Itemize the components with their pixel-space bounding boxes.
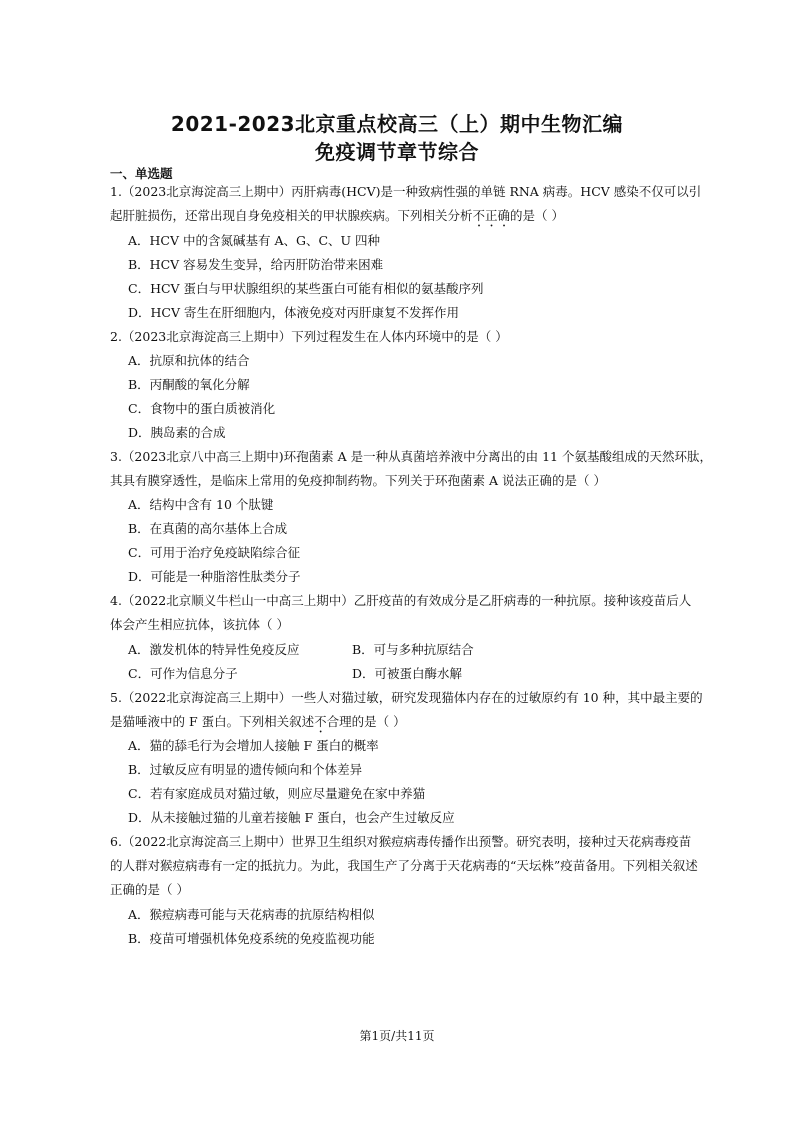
question-4-option-d: D．可被蛋白酶水解 bbox=[352, 666, 463, 681]
question-3-option-d: D．可能是一种脂溶性肽类分子 bbox=[128, 569, 301, 584]
question-1-option-d: D．HCV 寄生在肝细胞内，体液免疫对丙肝康复不发挥作用 bbox=[128, 305, 459, 320]
question-2-option-d: D．胰岛素的合成 bbox=[128, 425, 226, 440]
question-3-option-a: A．结构中含有 10 个肽键 bbox=[128, 497, 274, 512]
question-1-stem-line1: 1.（2023北京海淀高三上期中）丙肝病毒(HCV)是一种致病性强的单链 RNA 病毒。HCV 感染不仅可以引 bbox=[110, 184, 702, 199]
question-3-stem-line2: 其具有膜穿透性，是临床上常用的免疫抑制药物。下列关于环孢菌素 A 说法正确的是（ ） bbox=[110, 473, 606, 488]
question-6-stem-line2: 的人群对猴痘病毒有一定的抵抗力。为此，我国生产了分离于天花病毒的“天坛株”疫苗备用。下列相关叙述 bbox=[110, 858, 698, 873]
question-3-stem-line1: 3.（2023北京八中高三上期中)环孢菌素 A 是一种从真菌培养液中分离出的由 11 个氨基酸组成的天然环肽， bbox=[110, 449, 712, 464]
question-1-stem-line2: 起肝脏损伤，还常出现自身免疫相关的甲状腺疾病。下列相关分析不正确的是（ ） bbox=[110, 208, 565, 223]
question-4-stem-line1: 4.（2022北京顺义牛栏山一中高三上期中）乙肝疫苗的有效成分是乙肝病毒的一种抗原。接种该疫苗后人 bbox=[110, 593, 692, 608]
page-number-footer: 第1页/共11页 bbox=[359, 1029, 435, 1043]
question-2-stem: 2.（2023北京海淀高三上期中）下列过程发生在人体内环境中的是（ ） bbox=[110, 329, 508, 344]
document-title-line2: 免疫调节章节综合 bbox=[315, 140, 479, 164]
question-4-option-b: B．可与多种抗原结合 bbox=[352, 642, 474, 657]
question-6-stem-line1: 6.（2022北京海淀高三上期中）世界卫生组织对猴痘病毒传播作出预警。研究表明，接种过天花病毒疫苗 bbox=[110, 834, 692, 849]
question-5-stem-line1: 5.（2022北京海淀高三上期中）一些人对猫过敏，研究发现猫体内存在的过敏原约有 10 种，其中最主要的 bbox=[110, 690, 703, 705]
question-3-option-c: C．可用于治疗免疫缺陷综合征 bbox=[128, 545, 301, 560]
question-2-option-a: A．抗原和抗体的结合 bbox=[128, 353, 250, 368]
emphasis-text: 不正确 bbox=[472, 208, 511, 223]
question-5-option-d: D．从未接触过猫的儿童若接触 F 蛋白，也会产生过敏反应 bbox=[128, 810, 455, 825]
question-3-option-b: B．在真菌的高尔基体上合成 bbox=[128, 521, 288, 536]
question-6-option-b: B．疫苗可增强机体免疫系统的免疫监视功能 bbox=[128, 931, 375, 946]
question-1-option-a: A．HCV 中的含氮碱基有 A、G、C、U 四种 bbox=[128, 233, 381, 248]
emphasis-text: 不 bbox=[314, 714, 327, 729]
section-heading: 一、单选题 bbox=[110, 166, 173, 181]
question-4-option-c: C．可作为信息分子 bbox=[128, 666, 238, 681]
question-1-option-b: B．HCV 容易发生变异，给丙肝防治带来困难 bbox=[128, 257, 384, 272]
question-5-option-b: B．过敏反应有明显的遗传倾向和个体差异 bbox=[128, 762, 363, 777]
question-5-option-a: A．猫的舔毛行为会增加人接触 F 蛋白的概率 bbox=[128, 738, 379, 753]
question-2-option-c: C．食物中的蛋白质被消化 bbox=[128, 401, 276, 416]
question-6-stem-line3: 正确的是（ ） bbox=[110, 882, 189, 897]
question-4-stem-line2: 体会产生相应抗体，该抗体（ ） bbox=[110, 617, 289, 632]
question-4-option-a: A．激发机体的特异性免疫反应 bbox=[128, 642, 300, 657]
question-5-option-c: C．若有家庭成员对猫过敏，则应尽量避免在家中养猫 bbox=[128, 786, 426, 801]
question-5-stem-line2: 是猫唾液中的 F 蛋白。下列相关叙述不合理的是（ ） bbox=[110, 714, 406, 729]
question-2-option-b: B．丙酮酸的氧化分解 bbox=[128, 377, 250, 392]
question-6-option-a: A．猴痘病毒可能与天花病毒的抗原结构相似 bbox=[128, 907, 375, 922]
question-1-option-c: C．HCV 蛋白与甲状腺组织的某些蛋白可能有相似的氨基酸序列 bbox=[128, 281, 484, 296]
document-title-line1: 2021-2023北京重点校高三（上）期中生物汇编 bbox=[170, 112, 624, 136]
